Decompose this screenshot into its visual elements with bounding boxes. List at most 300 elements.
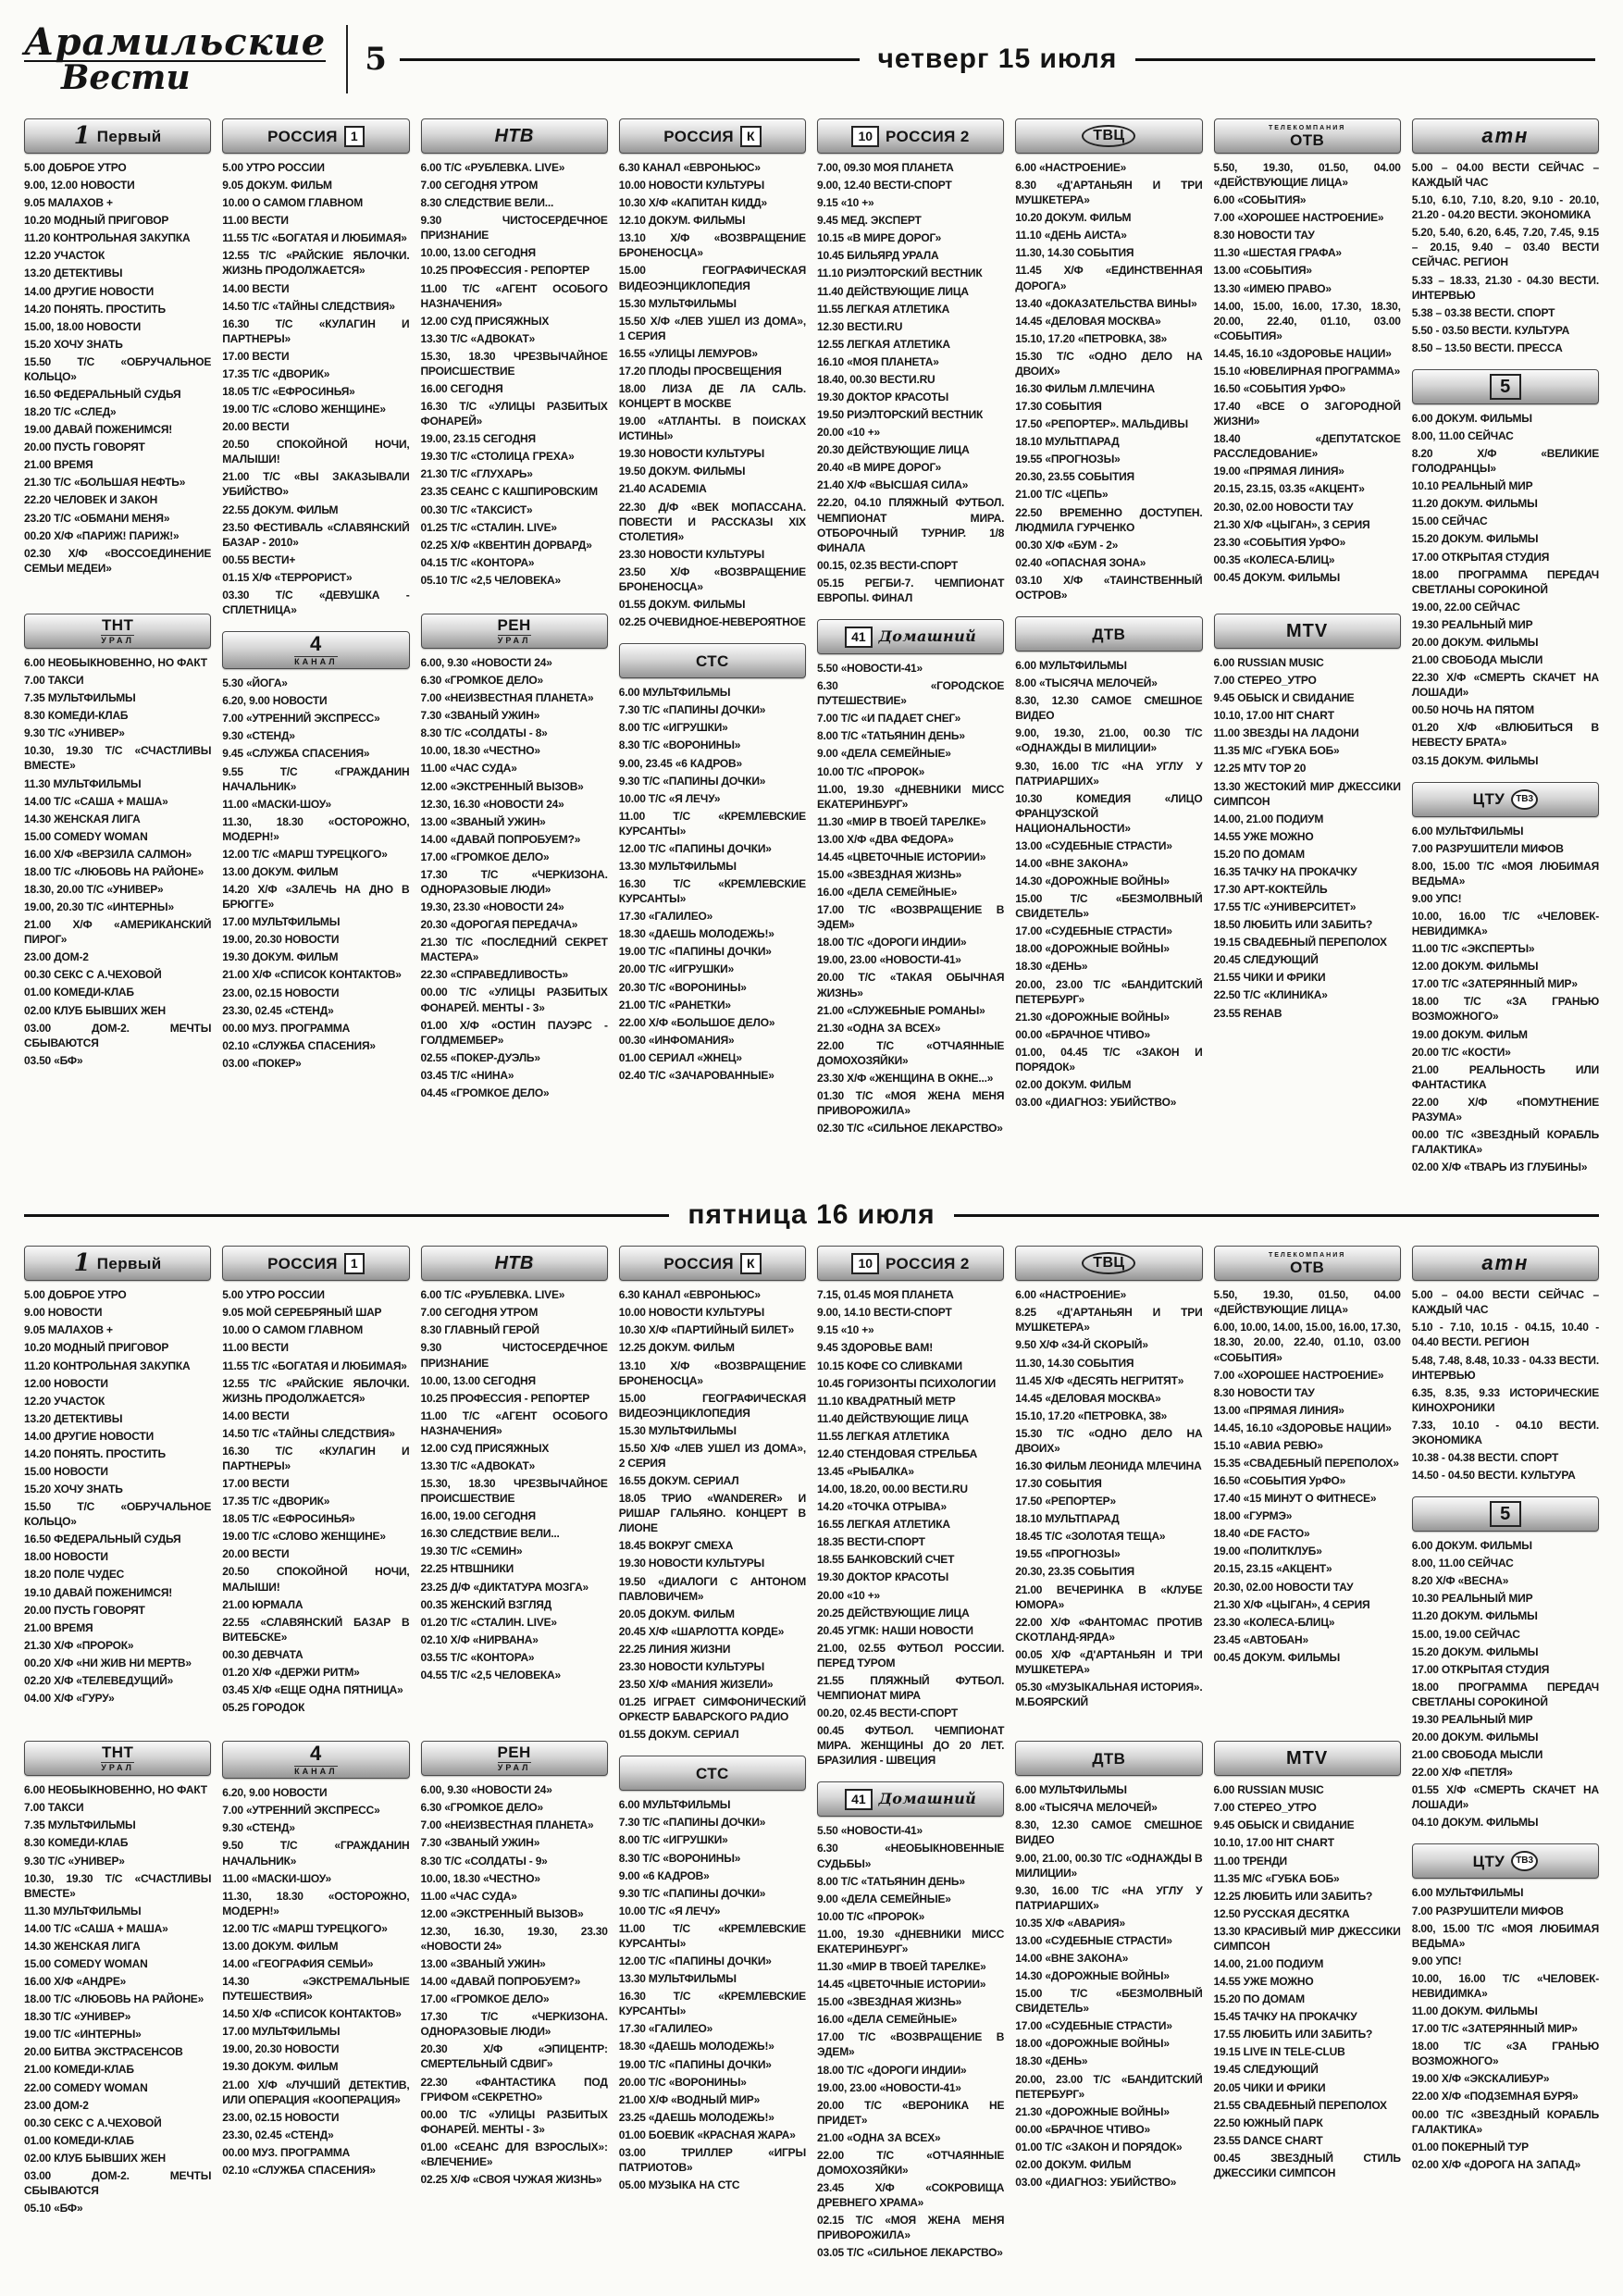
program-line: 9.00 «ДЕЛА СЕМЕЙНЫЕ» [817, 747, 951, 761]
program-line: 00.00 «БРАЧНОЕ ЧТИВО» [1015, 2122, 1150, 2136]
program-line: 17.55 ЛЮБИТЬ ИЛИ ЗАБИТЬ? [1213, 2028, 1373, 2042]
program-line: 8.00 «ТЫСЯЧА МЕЛОЧЕЙ» [1015, 676, 1158, 690]
program-line: 11.40 ДЕЙСТВУЮЩИЕ ЛИЦА [817, 284, 969, 298]
program-line: 8.30 Т/С «СОЛДАТЫ - 9» [420, 1854, 548, 1868]
channel-logo-stack [294, 1744, 337, 1776]
program-line: 6.35, 8.35, 9.33 ИСТОРИЧЕСКИЕ КИНОХРОНИКИ [1411, 1385, 1599, 1414]
channel-listings [222, 1287, 409, 1715]
program-line: 23.00 ДОМ-2 [24, 2098, 89, 2112]
program-line: 22.00 Т/С «ОТЧАЯННЫЕ ДОМОХОЗЯЙКИ» [817, 1038, 1005, 1067]
program-line: 23.45 Х/Ф «СОКРОВИЩА ДРЕВНЕГО ХРАМА» [817, 2181, 1005, 2210]
program-line: 11.40 ДЕЙСТВУЮЩИЕ ЛИЦА [817, 1411, 969, 1425]
program-line: 21.00 ЮРМАЛА [222, 1597, 304, 1611]
channel-logo-otv [1214, 118, 1401, 154]
program-line: 12.40 СТЕНДОВАЯ СТРЕЛЬБА [817, 1446, 978, 1460]
channel-logo-stack [663, 1256, 734, 1272]
program-line: 12.00 «ЭКСТРЕННЫЙ ВЫЗОВ» [420, 1906, 584, 1920]
program-line: 21.00 СВОБОДА МЫСЛИ [1411, 1748, 1543, 1762]
program-line: 18.35 ВЕСТИ-СПОРТ [817, 1535, 925, 1549]
program-line: 10.30 КОМЕДИЯ «ЛИЦО ФРАНЦУЗСКОЙ НАЦИОНАЛЬНОСТИ» [1015, 791, 1203, 835]
program-line: 10.10, 17.00 HIT CHART [1213, 1836, 1334, 1850]
program-line: 19.30, 23.30 «НОВОСТИ 24» [420, 900, 564, 914]
program-line: 10.00, 16.00 Т/С «ЧЕЛОВЕК-НЕВИДИМКА» [1411, 1971, 1599, 2000]
program-line: 16.00 «ДЕЛА СЕМЕЙНЫЕ» [817, 886, 958, 900]
program-line: 15.10, 17.20 «ПЕТРОВКА, 38» [1015, 1409, 1168, 1422]
channel-logo-domashny [817, 619, 1004, 654]
program-line: 12.00 СУД ПРИСЯЖНЫХ [420, 1441, 550, 1455]
channel-listings [24, 1782, 211, 2215]
channel-name: РЕН [497, 1744, 531, 1762]
program-line: 17.00 ОТКРЫТАЯ СТУДИЯ [1411, 550, 1550, 564]
program-line: 17.00 ВЕСТИ [222, 1477, 290, 1491]
program-line: 20.00 ДОКУМ. ФИЛЬМЫ [1411, 635, 1539, 649]
program-line: 18.00 Т/С «ЗА ГРАНЬЮ ВОЗМОЖНОГО» [1411, 2040, 1599, 2068]
program-line: 11.30, 18.30 «ОСТОРОЖНО, МОДЕРН!» [222, 1889, 410, 1917]
program-line: 01.00 «СЕАНС ДЛЯ ВЗРОСЛЫХ»: «ВЛЕЧЕНИЕ» [420, 2140, 608, 2168]
program-line: 10.00 О САМОМ ГЛАВНОМ [222, 196, 364, 210]
program-line: 9.30 Т/С «ПАПИНЫ ДОЧКИ» [618, 774, 766, 788]
program-line: 21.55 ПЛЯЖНЫЙ ФУТБОЛ. ЧЕМПИОНАТ МИРА [817, 1673, 1005, 1703]
program-line: 17.00 Т/С «ЗАТЕРЯННЫЙ МИР» [1411, 977, 1578, 991]
channel-logo-rossiya1 [222, 118, 409, 154]
channel-logo-pervy [24, 1246, 211, 1281]
program-line: 9.00 «ДЕЛА СЕМЕЙНЫЕ» [817, 1892, 951, 1905]
program-line: 17.30 «ГАЛИЛЕО» [618, 2022, 713, 2036]
program-line: 23.30 НОВОСТИ КУЛЬТУРЫ [618, 1659, 765, 1673]
channel-logo-stack [1490, 1501, 1521, 1527]
program-line: 17.40 «15 МИНУТ О ФИТНЕСЕ» [1213, 1492, 1377, 1506]
program-line: 01.55 ДОКУМ. СЕРИАЛ [618, 1728, 739, 1742]
program-line: 10.00 О САМОМ ГЛАВНОМ [222, 1323, 364, 1337]
program-line: 6.00 МУЛЬТФИЛЬМЫ [1411, 1886, 1524, 1900]
program-line: 9.50 Х/Ф «34-Й СКОРЫЙ» [1015, 1338, 1148, 1352]
channel-logo-stack [101, 617, 134, 645]
channel-block-pyaty [1412, 1495, 1599, 1832]
program-line: 23.50 Х/Ф «МАНИЯ ЖИЗЕЛИ» [618, 1678, 774, 1692]
program-line: 9.00 УПС! [1411, 891, 1462, 905]
program-line: 18.00 Т/С «ЛЮБОВЬ НА РАЙОНЕ» [24, 864, 204, 878]
program-line: 14.30 «ЭКСТРЕМАЛЬНЫЕ ПУТЕШЕСТВИЯ» [222, 1975, 410, 2004]
program-line: 23.30, 02.45 «СТЕНД» [222, 1003, 334, 1017]
program-line: 16.30 СЛЕДСТВИЕ ВЕЛИ... [420, 1527, 560, 1541]
program-line: 11.00 Т/С «КРЕМЛЕВСКИЕ КУРСАНТЫ» [618, 1921, 806, 1950]
program-line: 16.30 Т/С «КРЕМЛЕВСКИЕ КУРСАНТЫ» [618, 877, 806, 906]
program-column [1015, 117, 1202, 1122]
program-line: 12.25 ДОКУМ. ФИЛЬМ [618, 1341, 735, 1355]
channel-logo-stack [696, 1766, 729, 1781]
program-column [222, 1244, 409, 2190]
program-line: 11.30 «МИР В ТВОЕЙ ТАРЕЛКЕ» [817, 814, 986, 828]
program-line: 00.30 ДЕВЧАТА [222, 1647, 304, 1661]
program-line: 22.00 Т/С «ОТЧАЯННЫЕ ДОМОХОЗЯЙКИ» [817, 2148, 1005, 2177]
program-line: 23.30 «КОЛЕСА-БЛИЦ» [1213, 1615, 1335, 1629]
program-line: 17.00 «ГРОМКОЕ ДЕЛО» [420, 850, 550, 863]
program-line: 5.00 УТРО РОССИИ [222, 1288, 325, 1302]
program-line: 22.00 COMEDY WOMAN [24, 2080, 148, 2094]
program-line: 7.30 «ЗВАНЫЙ УЖИН» [420, 709, 540, 723]
program-column [817, 1244, 1004, 2272]
channel-logo-stack [97, 1256, 162, 1272]
program-line: 7.30 Т/С «ПАПИНЫ ДОЧКИ» [618, 703, 766, 717]
channel-logo-subline: УРАЛ [101, 1763, 134, 1773]
program-line: 19.00, 23.15 СЕГОДНЯ [420, 432, 536, 446]
program-line: 15.10, 17.20 «ПЕТРОВКА, 38» [1015, 331, 1168, 345]
program-line: 10.00 Т/С «ПРОРОК» [817, 764, 925, 778]
channel-name: НТВ [494, 126, 534, 146]
program-line: 21.30 Х/Ф «ПРОРОК» [24, 1638, 134, 1652]
channel-badge: 10 [851, 1253, 879, 1274]
program-line: 17.50 «РЕПОРТЕР». МАЛЬДИВЫ [1015, 417, 1188, 431]
program-line: 8.50 – 13.50 ВЕСТИ. ПРЕССА [1411, 341, 1563, 354]
program-line: 00.00 Т/С «ЗВЕЗДНЫЙ КОРАБЛЬ ГАЛАКТИКА» [1411, 2107, 1599, 2136]
channel-block-otv [1214, 117, 1401, 602]
program-line: 23.30 «СОБЫТИЯ УрФО» [1213, 535, 1346, 549]
program-line: 20.15, 23.15, 03.35 «АКЦЕНТ» [1213, 482, 1365, 496]
program-line: 02.25 Х/Ф «КВЕНТИН ДОРВАРД» [420, 538, 592, 552]
program-line: 7.00 Т/С «И ПАДАЕТ СНЕГ» [817, 712, 961, 726]
program-line: 13.40 «ДОКАЗАТЕЛЬСТВА ВИНЫ» [1015, 296, 1197, 310]
program-line: 13.45 «РЫБАЛКА» [817, 1465, 914, 1478]
program-line: 12.00 Т/С «ПАПИНЫ ДОЧКИ» [618, 841, 772, 855]
program-column [817, 117, 1004, 1148]
program-line: 13.20 ДЕТЕКТИВЫ [24, 1411, 123, 1425]
program-line: 01.00 Х/Ф «ОСТИН ПАУЭРС - ГОЛДМЕМБЕР» [420, 1018, 608, 1047]
program-line: 23.50 ФЕСТИВАЛЬ «СЛАВЯНСКИЙ БАЗАР - 2010» [222, 520, 410, 549]
program-line: 6.00, 9.30 «НОВОСТИ 24» [420, 656, 552, 669]
program-line: 13.00 «ПРЯМАЯ ЛИНИЯ» [1213, 1403, 1344, 1417]
program-line: 11.00 «ЧАС СУДА» [420, 1889, 517, 1903]
program-line: 22.00 Х/Ф «ПЕТЛЯ» [1411, 1766, 1513, 1780]
program-line: 17.55 Т/С «УНИВЕРСИТЕТ» [1213, 900, 1357, 914]
program-line: 18.00 НОВОСТИ [24, 1550, 108, 1564]
program-line: 5.00 – 04.00 ВЕСТИ СЕЙЧАС – КАЖДЫЙ ЧАС [1411, 161, 1599, 190]
program-line: 04.55 Т/С «2,5 ЧЕЛОВЕКА» [420, 1668, 561, 1682]
program-line: 00.30 СЕКС С А.ЧЕХОВОЙ [24, 2116, 162, 2129]
channel-listings [1214, 160, 1401, 585]
program-line: 01.55 ДОКУМ. ФИЛЬМЫ [618, 598, 746, 612]
program-line: 16.50 ФЕДЕРАЛЬНЫЙ СУДЬЯ [24, 1533, 181, 1546]
program-line: 21.30 «ДОРОЖНЫЕ ВОЙНЫ» [1015, 1010, 1170, 1024]
program-line: 10.10 РЕАЛЬНЫЙ МИР [1411, 479, 1533, 493]
program-line: 22.00 Х/Ф «БОЛЬШОЕ ДЕЛО» [618, 1015, 775, 1029]
channel-name: 5 [1490, 374, 1521, 400]
program-line: 22.20 ЧЕЛОВЕК И ЗАКОН [24, 493, 158, 507]
masthead [24, 15, 1599, 104]
program-line: 22.50 Т/С «КЛИНИКА» [1213, 988, 1328, 1002]
program-line: 01.20 Х/Ф «ДЕРЖИ РИТМ» [222, 1665, 360, 1679]
program-line: 19.00 Х/Ф «ЭКСКАЛИБУР» [1411, 2072, 1550, 2086]
program-line: 00.50 НОЧЬ НА ПЯТОМ [1411, 703, 1534, 717]
channel-block-mtv [1214, 1739, 1401, 2183]
channel-name: MTV [1286, 1748, 1329, 1769]
program-line: 03.30 Т/С «ДЕВУШКА - СПЛЕТНИЦА» [222, 588, 410, 617]
program-line: 18.05 ТРИО «WANDERER» И РИШАР ГАЛЬЯНО. КОНЦЕРТ В ЛИОНЕ [618, 1492, 806, 1535]
program-line: 00.05 Х/Ф «Д'АРТАНЬЯН И ТРИ МУШКЕТЕРА» [1015, 1647, 1203, 1676]
channel-listings [1214, 655, 1401, 1021]
channel-listings [817, 1823, 1004, 2260]
program-line: 20.00 «10 +» [817, 1588, 881, 1602]
program-line: 13.00 ДОКУМ. ФИЛЬМ [222, 864, 339, 878]
program-line: 01.20 Х/Ф «ВЛЮБИТЬСЯ В НЕВЕСТУ БРАТА» [1411, 721, 1599, 750]
program-line: 19.00 «АТЛАНТЫ. В ПОИСКАХ ИСТИНЫ» [618, 415, 806, 443]
channel-name: РОССИЯ [663, 127, 734, 145]
program-line: 14.55 УЖЕ МОЖНО [1213, 1975, 1314, 1989]
program-line: 13.30 Т/С «АДВОКАТ» [420, 331, 536, 345]
program-line: 8.30 КОМЕДИ-КЛАБ [24, 1836, 129, 1850]
program-line: 7.00 СЕГОДНЯ УТРОМ [420, 1306, 539, 1320]
program-line: 8.00 «ТЫСЯЧА МЕЛОЧЕЙ» [1015, 1801, 1158, 1815]
program-line: 12.20 УЧАСТОК [24, 1394, 105, 1408]
program-line: 21.00 Т/С «РАНЕТКИ» [618, 998, 731, 1011]
program-line: 04.10 ДОКУМ. ФИЛЬМЫ [1411, 1816, 1539, 1830]
channel-logo-sts [619, 643, 806, 678]
program-line: 19.30 РЕАЛЬНЫЙ МИР [1411, 617, 1533, 631]
channel-badge: 41 [845, 1789, 873, 1810]
program-line: 15.30, 18.30 ЧРЕЗВЫЧАЙНОЕ ПРОИСШЕСТВИЕ [420, 349, 608, 378]
program-line: 20.30 «ДОРОГАЯ ПЕРЕДАЧА» [420, 918, 578, 932]
channel-badge: 1 [344, 126, 365, 147]
rule-right [954, 1214, 1599, 1217]
program-line: 11.00 Т/С «КРЕМЛЕВСКИЕ КУРСАНТЫ» [618, 809, 806, 838]
channel-listings [222, 160, 409, 617]
program-line: 01.00 ПОКЕРНЫЙ ТУР [1411, 2140, 1529, 2153]
program-column [24, 1244, 211, 2228]
newspaper-title-line1: Арамильские [24, 19, 327, 64]
program-line: 18.40, 00.30 ВЕСТИ.RU [817, 372, 935, 386]
program-line: 10.20 ДОКУМ. ФИЛЬМ [1015, 211, 1132, 225]
program-line: 00.15, 02.35 ВЕСТИ-СПОРТ [817, 558, 959, 572]
program-line: 10.10, 17.00 HIT CHART [1213, 709, 1334, 723]
program-line: 16.10 «МОЯ ПЛАНЕТА» [817, 354, 939, 368]
program-line: 00.20 Х/Ф «НИ ЖИВ НИ МЕРТВ» [24, 1656, 192, 1669]
program-line: 19.15 LIVE IN TELE-CLUB [1213, 2045, 1345, 2059]
program-line: 03.10 Х/Ф «ТАИНСТВЕННЫЙ ОСТРОВ» [1015, 573, 1203, 602]
channel-block-ctu [1412, 780, 1599, 1178]
program-grid-day2 [24, 1244, 1599, 2272]
program-line: 9.30, 16.00 Т/С «НА УГЛУ У ПАТРИАРШИХ» [1015, 1883, 1203, 1912]
program-line: 14.00 Т/С «САША + МАША» [24, 794, 168, 808]
channel-name: 5 [1490, 1501, 1521, 1527]
program-line: 10.45 ГОРИЗОНТЫ ПСИХОЛОГИИ [817, 1376, 996, 1390]
channel-block-ntv [421, 1244, 608, 1730]
program-line: 02.20 Х/Ф «ТЕЛЕВЕДУЩИЙ» [24, 1673, 174, 1687]
program-line: 11.20 КОНТРОЛЬНАЯ ЗАКУПКА [24, 231, 191, 245]
program-line: 22.30 Х/Ф «СМЕРТЬ СКАЧЕТ НА ЛОШАДИ» [1411, 671, 1599, 700]
program-line: 03.00 ТРИЛЛЕР «ИГРЫ ПАТРИОТОВ» [618, 2145, 806, 2174]
program-line: 10.00, 18.30 «ЧЕСТНО» [420, 744, 540, 758]
program-line: 02.10 «СЛУЖБА СПАСЕНИЯ» [222, 1038, 376, 1052]
program-line: 23.00, 02.15 НОВОСТИ [222, 2110, 340, 2124]
program-line: 21.30 Х/Ф «ЦЫГАН», 4 СЕРИЯ [1213, 1597, 1370, 1611]
program-line: 11.10 «ДЕНЬ АИСТА» [1015, 229, 1127, 242]
program-line: 17.30 Т/С «ЧЕРКИЗОНА. ОДНОРАЗОВЫЕ ЛЮДИ» [420, 867, 608, 897]
program-line: 14.00 «ГЕОГРАФИЯ СЕМЬИ» [222, 1957, 374, 1970]
program-line: 5.30 «ЙОГА» [222, 676, 288, 690]
program-line: 20.00 «10 +» [817, 426, 881, 440]
program-line: 6.30 КАНАЛ «ЕВРОНЬЮС» [618, 1288, 761, 1302]
program-line: 18.00 Т/С «ДОРОГИ ИНДИИ» [817, 2063, 967, 2077]
program-line: 18.00 Т/С «ДОРОГИ ИНДИИ» [817, 936, 967, 949]
program-line: 7.00 ТАКСИ [24, 674, 84, 688]
program-line: 01.00 СЕРИАЛ «ЖНЕЦ» [618, 1050, 742, 1064]
program-line: 17.00 Т/С «ВОЗВРАЩЕНИЕ В ЭДЕМ» [817, 2030, 1005, 2059]
program-line: 20.00, 23.00 Т/С «БАНДИТСКИЙ ПЕТЕРБУРГ» [1015, 977, 1203, 1006]
program-line: 8.20 Х/Ф «ВЕСНА» [1411, 1574, 1509, 1588]
program-line: 20.00 ВЕСТИ [222, 1547, 290, 1561]
program-line: 8.00 Т/С «ТАТЬЯНИН ДЕНЬ» [817, 729, 965, 743]
program-line: 18.30 «ДЕНЬ» [1015, 960, 1088, 974]
channel-listings [1015, 1782, 1202, 2190]
channel-badge: К [740, 1253, 762, 1274]
program-line: 13.00 «СОБЫТИЯ» [1213, 264, 1312, 278]
program-line: 22.20, 04.10 ПЛЯЖНЫЙ ФУТБОЛ. ЧЕМПИОНАТ МИРА. ОТБОРОЧНЫЙ ТУРНИР. 1/8 ФИНАЛА [817, 496, 1005, 554]
channel-logo-stack [1269, 125, 1345, 148]
program-line: 04.00 Х/Ф «ГУРУ» [24, 1692, 115, 1706]
day1-title-row [396, 43, 1599, 75]
channel-listings [421, 655, 608, 1100]
program-line: 01.00 КОМЕДИ-КЛАБ [24, 986, 134, 999]
channel-listings [24, 655, 211, 1068]
program-column [1214, 1244, 1401, 2192]
channel-logo-stack [498, 1744, 531, 1772]
program-line: 19.30 РЕАЛЬНЫЙ МИР [1411, 1712, 1533, 1726]
program-line: 15.20 ПО ДОМАМ [1213, 847, 1305, 861]
program-line: 9.30 ЧИСТОСЕРДЕЧНОЕ ПРИЗНАНИЕ [420, 214, 608, 242]
program-line: 7.35 МУЛЬТФИЛЬМЫ [24, 691, 136, 705]
program-line: 12.25 MTV TOP 20 [1213, 762, 1307, 776]
program-line: 9.55 Т/С «ГРАЖДАНИН НАЧАЛЬНИК» [222, 764, 410, 793]
program-line: 6.00 Т/С «РУБЛЕВКА. LIVE» [420, 1288, 565, 1302]
program-line: 8.30 Т/С «ВОРОНИНЫ» [618, 1851, 741, 1865]
channel-block-ctu [1412, 1842, 1599, 2174]
channel-name: ДТВ [1092, 1749, 1126, 1768]
program-line: 20.00 Т/С «ИГРУШКИ» [618, 962, 735, 976]
program-line: 21.30 «ДОРОЖНЫЕ ВОЙНЫ» [1015, 2104, 1170, 2118]
channel-name: атн [1481, 1251, 1530, 1275]
channel-name: ЦТУ [1472, 790, 1505, 809]
channel-name: РОССИЯ [267, 127, 338, 145]
program-line: 6.00 МУЛЬТФИЛЬМЫ [1015, 1783, 1127, 1797]
program-line: 17.00 «ГРОМКОЕ ДЕЛО» [420, 1992, 550, 2006]
program-line: 20.50 СПОКОЙНОЙ НОЧИ, МАЛЫШИ! [222, 1565, 410, 1594]
program-line: 12.00 НОВОСТИ [24, 1376, 108, 1390]
program-line: 15.00 СЕЙЧАС [1411, 515, 1488, 528]
program-column [1015, 1244, 1202, 2202]
channel-block-atn [1412, 117, 1599, 358]
program-line: 12.30, 16.30, 19.30, 23.30 «НОВОСТИ 24» [420, 1924, 608, 1953]
program-line: 11.30 МУЛЬТФИЛЬМЫ [24, 776, 142, 790]
program-line: 00.00 «БРАЧНОЕ ЧТИВО» [1015, 1027, 1150, 1041]
newspaper-logo [24, 19, 327, 97]
program-line: 23.45 «АВТОБАН» [1213, 1632, 1308, 1646]
program-line: 10.00, 16.00 Т/С «ЧЕЛОВЕК-НЕВИДИМКА» [1411, 909, 1599, 938]
program-line: 20.05 ДОКУМ. ФИЛЬМ [618, 1607, 735, 1620]
channel-logo-ren [421, 614, 608, 649]
program-line: 11.20 ДОКУМ. ФИЛЬМЫ [1411, 497, 1538, 511]
channel-badge: ТВ3 [1511, 789, 1538, 810]
program-line: 12.10 ДОКУМ. ФИЛЬМЫ [618, 214, 746, 228]
program-line: 6.00 МУЛЬТФИЛЬМЫ [618, 686, 731, 700]
program-line: 11.00 «МАСКИ-ШОУ» [222, 1871, 331, 1885]
program-line: 18.00 ЛИЗА ДЕ ЛА САЛЬ. КОНЦЕРТ В МОСКВЕ [618, 382, 806, 411]
program-line: 05.00 МУЗЫКА НА СТС [618, 2178, 740, 2192]
program-line: 11.35 М/С «ГУБКА БОБ» [1213, 744, 1340, 758]
program-line: 17.50 «РЕПОРТЕР» [1015, 1495, 1116, 1508]
program-line: 11.00 Т/С «ЭКСПЕРТЫ» [1411, 942, 1535, 956]
rule-left [24, 1214, 669, 1217]
program-line: 18.50 ЛЮБИТЬ ИЛИ ЗАБИТЬ? [1213, 918, 1373, 932]
program-line: 18.45 ВОКРУГ СМЕХА [618, 1539, 734, 1553]
program-line: 5.00 – 04.00 ВЕСТИ СЕЙЧАС – КАЖДЫЙ ЧАС [1411, 1288, 1599, 1317]
channel-badge: К [740, 126, 762, 147]
program-line: 10.25 ПРОФЕССИЯ - РЕПОРТЕР [420, 1391, 590, 1405]
program-line: 20.00 БИТВА ЭКСТРАСЕНСОВ [24, 2045, 183, 2059]
channel-block-kanal4 [222, 629, 409, 1074]
program-line: 16.00 СЕГОДНЯ [420, 382, 503, 396]
program-line: 20.45 УГМК: НАШИ НОВОСТИ [817, 1623, 973, 1637]
program-line: 02.10 Х/Ф «НИРВАНА» [420, 1632, 539, 1646]
program-line: 9.00, 21.00, 00.30 Т/С «ОДНАЖДЫ В МИЛИЦИИ» [1015, 1851, 1203, 1880]
program-line: 11.30, 14.30 СОБЫТИЯ [1015, 246, 1134, 260]
program-line: 8.25 «Д'АРТАНЬЯН И ТРИ МУШКЕТЕРА» [1015, 1306, 1203, 1334]
program-line: 11.35 М/С «ГУБКА БОБ» [1213, 1871, 1340, 1885]
program-line: 6.00 «НАСТРОЕНИЕ» [1015, 1288, 1127, 1302]
program-line: 8.30 «Д'АРТАНЬЯН И ТРИ МУШКЕТЕРА» [1015, 179, 1203, 207]
program-line: 03.05 Т/С «СИЛЬНОЕ ЛЕКАРСТВО» [817, 2246, 1003, 2260]
program-line: 5.10, 6.10, 7.10, 8.20, 9.10 - 20.10, 21.20 - 04.20 ВЕСТИ. ЭКОНОМИКА [1411, 193, 1599, 222]
program-column [1214, 117, 1401, 1033]
program-line: 02.00 КЛУБ БЫВШИХ ЖЕН [24, 2151, 166, 2165]
channel-logo-stack [498, 617, 531, 645]
program-line: 15.10 «АВИА РЕВЮ» [1213, 1438, 1323, 1452]
channel-logo-otv [1214, 1246, 1401, 1281]
program-line: 21.00 ВРЕМЯ [24, 1620, 93, 1634]
program-line: 00.30 Т/С «ТАКСИСТ» [420, 503, 533, 516]
program-line: 5.00 ДОБРОЕ УТРО [24, 1288, 127, 1302]
program-line: 16.55 ДОКУМ. СЕРИАЛ [618, 1474, 739, 1488]
program-line: 14.00 «ДАВАЙ ПОПРОБУЕМ?» [420, 1975, 581, 1989]
program-line: 10.00 НОВОСТИ КУЛЬТУРЫ [618, 1306, 765, 1320]
program-line: 11.00 Т/С «АГЕНТ ОСОБОГО НАЗНАЧЕНИЯ» [420, 1409, 608, 1437]
program-line: 6.00 НЕОБЫКНОВЕННО, НО ФАКТ [24, 1783, 207, 1797]
program-line: 19.00, 20.30 НОВОСТИ [222, 2042, 340, 2056]
program-line: 23.55 DANCE CHART [1213, 2133, 1323, 2147]
program-line: 9.00, 19.30, 21.00, 00.30 Т/С «ОДНАЖДЫ В МИЛИЦИИ» [1015, 726, 1203, 755]
program-line: 7.00 СТЕРЕО_УТРО [1213, 674, 1317, 688]
channel-name: атн [1481, 124, 1530, 147]
program-line: 14.00, 15.00, 16.00, 17.30, 18.30, 20.00, 22.40, 01.10, 03.00 «СОБЫТИЯ» [1213, 299, 1401, 342]
channel-name: 4 [310, 1742, 322, 1766]
program-line: 19.50 ДОКУМ. ФИЛЬМЫ [618, 465, 746, 478]
program-line: 11.00, 19.30 «ДНЕВНИКИ МИСС ЕКАТЕРИНБУРГ» [817, 782, 1005, 811]
program-line: 16.30 Т/С «КРЕМЛЕВСКИЕ КУРСАНТЫ» [618, 1990, 806, 2018]
program-line: 12.00 СУД ПРИСЯЖНЫХ [420, 314, 550, 328]
channel-block-atn [1412, 1244, 1599, 1485]
program-line: 14.20 «ТОЧКА ОТРЫВА» [817, 1500, 947, 1514]
program-line: 19.15 СВАДЕБНЫЙ ПЕРЕПОЛОХ [1213, 936, 1387, 949]
program-line: 17.20 ПЛОДЫ ПРОСВЕЩЕНИЯ [618, 364, 782, 378]
channel-name: РОССИЯ 2 [886, 127, 970, 145]
program-line: 21.00 Х/Ф «ВОДНЫЙ МИР» [618, 2092, 761, 2106]
program-line: 16.30 ФИЛЬМ ЛЕОНИДА МЛЕЧИНА [1015, 1459, 1202, 1472]
program-line: 8.30 Т/С «СОЛДАТЫ - 8» [420, 726, 548, 740]
program-column [619, 1244, 806, 2204]
program-line: 11.00 «ЧАС СУДА» [420, 762, 517, 776]
program-line: 21.00, 02.55 ФУТБОЛ РОССИИ. ПЕРЕД ТУРОМ [817, 1641, 1005, 1669]
rule-left [400, 58, 860, 61]
channel-logo-mtv [1214, 1741, 1401, 1776]
program-line: 21.00 РЕАЛЬНОСТЬ ИЛИ ФАНТАСТИКА [1411, 1062, 1599, 1091]
